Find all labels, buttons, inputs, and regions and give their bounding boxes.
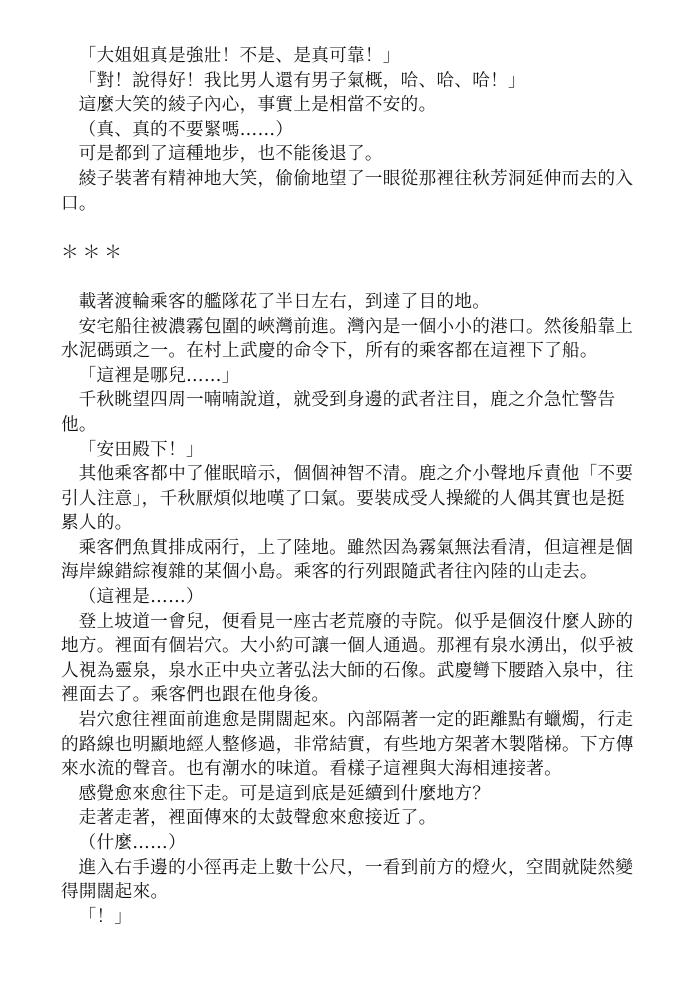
paragraph: 登上坡道一會兒，便看見一座古老荒廢的寺院。似乎是個沒什麼人跡的地方。裡面有個岩穴。大小約可讓一個人通過。那裡有泉水湧出，似乎被人視為靈泉，泉水正中央立著弘法大師的石像。武慶彎下腰踏入泉中，往裡面去了。乘客們也跟在他身後。 [61,611,634,706]
paragraph: 千秋眺望四周一喃喃說道，就受到身邊的武者注目，鹿之介急忙警告他。 [61,390,616,435]
paragraph: 安宅船往被濃霧包圍的峽灣前進。灣內是一個小小的港口。然後船靠上水泥碼頭之一。在村上武慶的命令下，所有的乘客都在這裡下了船。 [61,316,634,362]
paragraph: 進入右手邊的小徑再走上數十公尺，一看到前方的燈火，空間就陡然變得開闊起來。 [61,857,634,903]
paragraph: （什麼……） [78,833,186,853]
paragraph: 岩穴愈往裡面前進愈是開闊起來。內部隔著一定的距離點有蠟燭，行走的路線也明顯地經人整修過，非常結實，有些地方架著木製階梯。下方傳來水流的聲音。也有潮水的味道。看樣子這裡與大海相連接著。 [61,710,634,780]
paragraph: 其他乘客都中了催眠暗示，個個神智不清。鹿之介小聲地斥責他「不要引人注意」，千秋厭煩似地嘆了口氣。要裝成受人操縱的人偶其實也是挺累人的。 [61,464,634,534]
spacer [61,265,636,290]
paragraph: （真、真的不要緊嗎……） [78,119,294,140]
paragraph: 「安田殿下！」 [78,439,204,460]
paragraph: 「這裡是哪兒……」 [78,365,240,386]
spacer [61,216,636,241]
paragraph: 綾子裝著有精神地大笑，偷偷地望了一眼從那裡往秋芳洞延伸而去的入口。 [61,168,634,214]
paragraph: （這裡是……） [78,587,204,608]
paragraph: 走著走著，裡面傳來的太鼓聲愈來愈接近了。 [78,808,437,829]
paragraph: 乘客們魚貫排成兩行，上了陸地。雖然因為霧氣無法看清，但這裡是個海岸線錯綜複雜的某個小島。乘客的行列跟隨武者往內陸的山走去。 [61,537,634,583]
page-body [61,44,636,929]
paragraph: 「對！說得好！我比男人還有男子氣概，哈、哈、哈！」 [78,70,526,91]
paragraph: 這麼大笑的綾子內心，事實上是相當不安的。 [78,95,437,116]
paragraph: 載著渡輪乘客的艦隊花了半日左右，到達了目的地。 [78,291,491,312]
paragraph: 「大姐姐真是強壯！不是、是真可靠！」 [78,46,401,66]
scene-separator: ＊＊＊ [61,242,126,263]
paragraph: 「！」 [78,906,133,927]
paragraph: 可是都到了這種地步，也不能後退了。 [78,144,383,165]
paragraph: 感覺愈來愈往下走。可是這到底是延續到什麼地方？ [78,783,491,804]
